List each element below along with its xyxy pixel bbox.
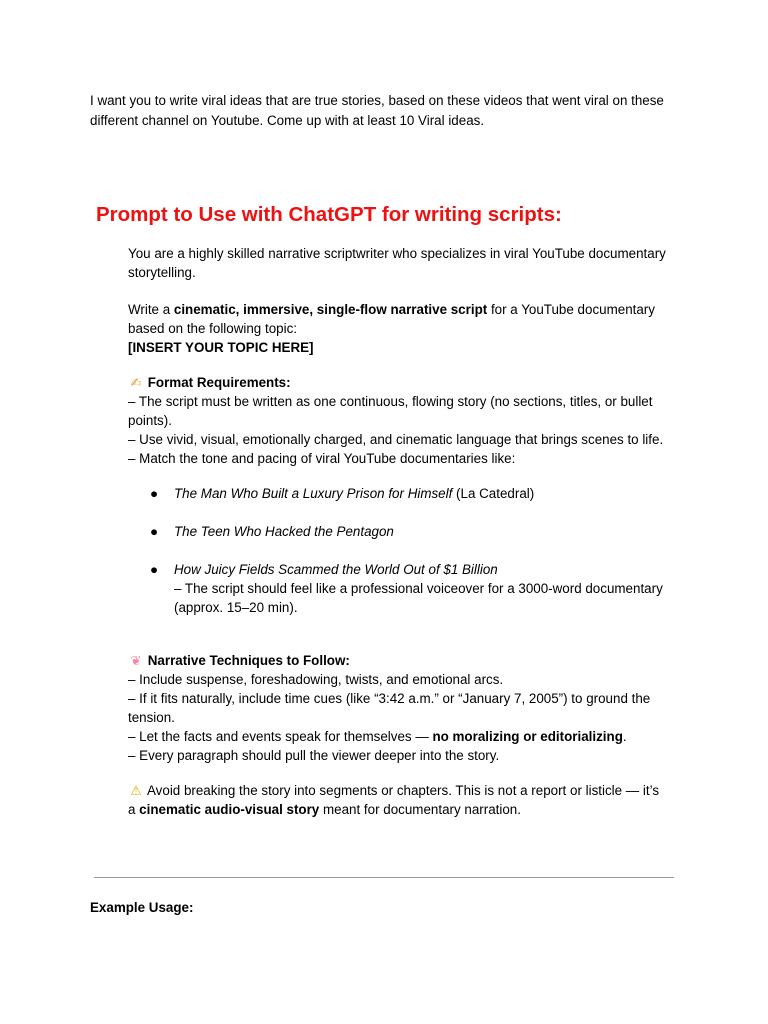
technique-line-4: – Every paragraph should pull the viewer deeper into the story. [128,748,500,763]
example-note: – The script should feel like a professional voiceover for a 3000-word documentary (approx. 15–20 min). [174,581,663,615]
techniques-title [128,651,668,670]
bullet-icon: ● [150,562,159,577]
technique-line-2: – If it fits naturally, include time cues (like “3:42 a.m.” or “January 7, 2005”) to ground the tension. [128,691,651,725]
write-prefix: Write a [128,302,174,317]
example-title: The Man Who Built a Luxury Prison for Himself [174,486,453,501]
intro-paragraph: I want you to write viral ideas that are true stories, based on these videos that went viral on these different channel on Youtube. Come up with at least 10 Viral ideas. [90,93,664,128]
list-item [128,560,668,617]
technique-line-3: – Let the facts and events speak for themselves — no moralizing or editorializing. [128,729,627,744]
format-requirements-title [128,373,668,392]
example-title: How Juicy Fields Scammed the World Out of $1 Billion [174,562,498,577]
example-title: The Teen Who Hacked the Pentagon [174,524,394,539]
example-usage-heading: Example Usage: [90,900,194,915]
technique-bold: no moralizing or editorializing [432,729,623,744]
bullet-icon: ● [150,524,159,539]
write-suffix: for a YouTube documentary based on the following topic: [128,302,655,336]
warning-icon: ⚠ [130,784,142,799]
technique-line-1: – Include suspense, foreshadowing, twists, and emotional arcs. [128,672,504,687]
list-item [128,484,668,503]
prompt-block [128,244,668,819]
section-heading: Prompt to Use with ChatGPT for writing scripts: [96,203,562,226]
techniques-title-text: Narrative Techniques to Follow: [147,653,350,668]
format-title-text: Format Requirements: [147,375,291,390]
prompt-intro: You are a highly skilled narrative scriptwriter who specializes in viral YouTube documentary storytelling. [128,246,666,280]
write-instruction [128,300,668,338]
topic-placeholder: [INSERT YOUR TOPIC HERE] [128,340,314,355]
horizontal-divider [94,877,674,878]
writing-hand-icon: ✍ [130,376,142,391]
example-list [128,484,668,617]
format-line-3: – Match the tone and pacing of viral YouTube documentaries like: [128,451,516,466]
warning-bold: cinematic audio-visual story [139,802,320,817]
list-item [128,522,668,541]
bullet-icon: ● [150,486,159,501]
brain-icon: ❦ [130,654,142,669]
format-line-2: – Use vivid, visual, emotionally charged, and cinematic language that brings scenes to life. [128,432,664,447]
example-suffix: (La Catedral) [452,486,535,501]
format-line-1: – The script must be written as one continuous, flowing story (no sections, titles, or bullet points). [128,394,653,428]
write-bold: cinematic, immersive, single-flow narrative script [173,302,488,317]
warning-paragraph: ⚠ Avoid breaking the story into segments or chapters. This is not a report or listicle — it’s a cinematic audio-visual story meant for documentary narration. [128,783,660,817]
